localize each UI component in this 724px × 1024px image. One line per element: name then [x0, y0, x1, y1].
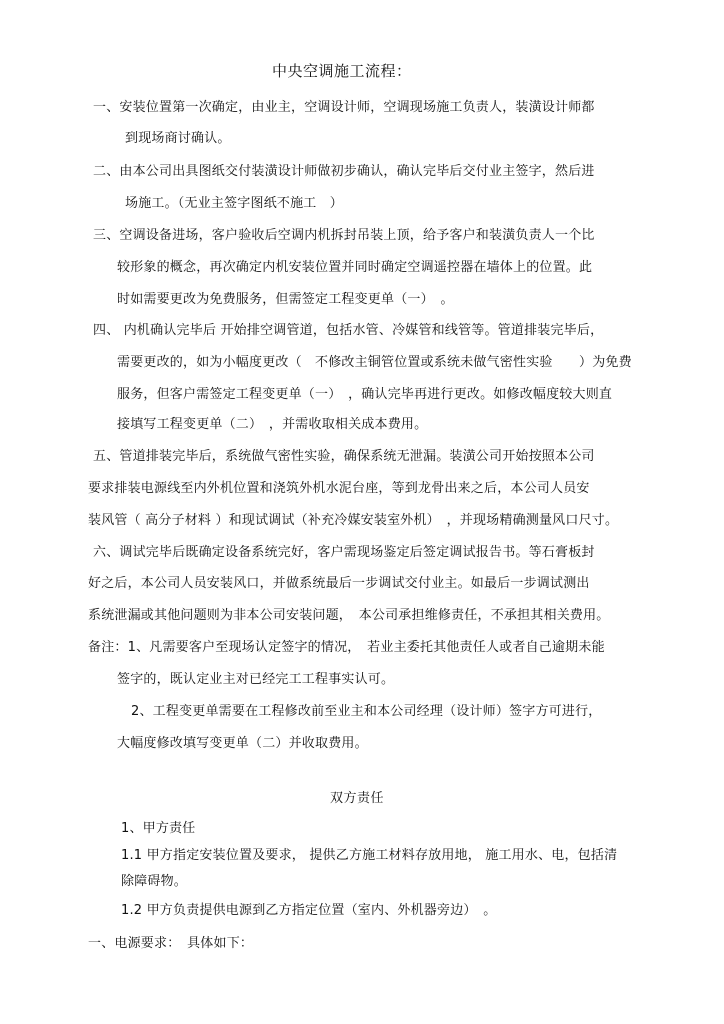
paragraph-6-line-1: 六、调试完毕后既确定设备系统完好，客户需现场鉴定后签定调试报告书。等石膏板封 [93, 545, 595, 560]
paragraph-4-line-2: 需要更改的，如为小幅度更改（ 不修改主铜管位置或系统未做气密性实验 ）为免费 [117, 355, 632, 370]
paragraph-4-line-3: 服务，但客户需签定工程变更单（一） ，确认完毕再进行更改。如修改幅度较大则直 [117, 387, 613, 402]
note-2-line-2: 大幅度修改填写变更单（二）并收取费用。 [117, 736, 368, 751]
paragraph-2-line-1: 二、由本公司出具图纸交付装潢设计师做初步确认，确认完毕后交付业主签字，然后进 [93, 164, 595, 179]
document-title: 中央空调施工流程： [272, 62, 412, 80]
note-1-line-1: 备注：1、凡需要客户至现场认定签字的情况， 若业主委托其他责任人或者自己逾期未能 [88, 640, 605, 655]
paragraph-4-line-1: 四、 内机确认完毕后 开始排空调管道，包括水管、冷媒管和线管等。管道排装完毕后， [93, 323, 604, 338]
paragraph-6-line-3: 系统泄漏或其他问题则为非本公司安装问题， 本公司承担维修责任，不承担其相关费用。 [88, 608, 610, 623]
item-1-1-line-1: 1.1 甲方指定安装位置及要求， 提供乙方施工材料存放用地， 施工用水、电，包括清 [121, 848, 618, 863]
paragraph-2-line-2: 场施工。（无业主签字图纸不施工 ） [125, 196, 343, 211]
note-1-line-2: 签字的，既认定业主对已经完工工程事实认可。 [117, 672, 395, 687]
paragraph-4-line-4: 接填写工程变更单（二） ，并需收取相关成本费用。 [117, 417, 428, 432]
note-2-line-1: 2、工程变更单需要在工程修改前至业主和本公司经理（设计师）签字方可进行， [131, 704, 602, 719]
party-a-heading: 1、甲方责任 [121, 821, 196, 836]
paragraph-6-line-2: 好之后，本公司人员安装风口，并做系统最后一步调试交付业主。如最后一步调试测出 [88, 576, 590, 591]
paragraph-3-line-1: 三、空调设备进场，客户验收后空调内机拆封吊装上顶，给予客户和装潢负责人一个比 [93, 228, 595, 243]
power-requirements-heading: 一、电源要求： 具体如下： [88, 936, 254, 951]
item-1-2-line-1: 1.2 甲方负责提供电源到乙方指定位置（室内、外机器旁边） 。 [121, 903, 497, 918]
paragraph-3-line-3: 时如需要更改为免费服务，但需签定工程变更单（一） 。 [117, 292, 454, 307]
paragraph-3-line-2: 较形象的概念，再次确定内机安装位置并同时确定空调遥控器在墙体上的位置。此 [117, 260, 593, 275]
paragraph-5-line-2: 要求排装电源线至内外机位置和浇筑外机水泥台座，等到龙骨出来之后，本公司人员安 [88, 481, 590, 496]
paragraph-1-line-2: 到现场商讨确认。 [125, 131, 231, 146]
paragraph-5-line-3: 装风管（ 高分子材料 ）和现试调试（补充冷媒安装室外机） ，并现场精确测量风口尺寸。 [88, 513, 619, 528]
paragraph-1-line-1: 一、安装位置第一次确定，由业主，空调设计师，空调现场施工负责人，装潢设计师都 [93, 100, 595, 115]
section-title: 双方责任 [330, 791, 385, 806]
item-1-1-line-2: 除障碍物。 [121, 874, 188, 889]
paragraph-5-line-1: 五、管道排装完毕后，系统做气密性实验，确保系统无泄漏。装潢公司开始按照本公司 [93, 449, 595, 464]
